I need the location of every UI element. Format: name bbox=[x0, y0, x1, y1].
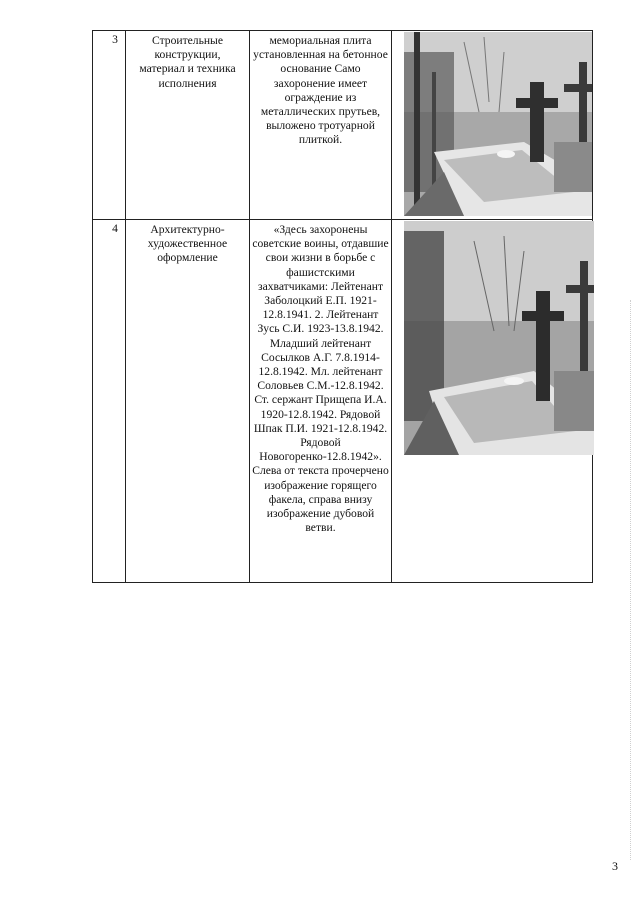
photo-cell bbox=[392, 220, 593, 583]
table-row bbox=[93, 220, 593, 583]
row-description: «Здесь захоронены советские воины, отдавшие свои жизни в борьбе с фашистскими захватчиками: Лейтенант Заболоцкий Е.П. 1921-12.8.1941. 2. Лейтенант Зусь С.И. 1923-13.8.1942. Младший лейтенант Сосылков А.Г. 7.8.1914-12.8.1942. Мл. лейтенант Соловьев С.М.-12.8.1942. Ст. сержант Прищепа И.А. 1920-12.8.1942. Рядовой Шпак П.И. 1921-12.8.1942. Рядовой Новогоренко-12.8.1942». Слева от текста прочерчено изображение горящего факела, справа внизу изображение дубовой ветви. bbox=[250, 220, 392, 583]
scan-edge-line bbox=[630, 300, 632, 860]
row-description: мемориальная плита установленная на бетонное основание Само захоронение имеет ограждение из металлических прутьев, выложено тротуарной плиткой. bbox=[250, 31, 392, 220]
row-number: 4 bbox=[93, 220, 126, 583]
photo-cell bbox=[392, 31, 593, 220]
row-heading: Строительные конструкции, материал и техника исполнения bbox=[126, 31, 250, 220]
memorial-photo bbox=[404, 221, 594, 455]
row-heading: Архитектурно-художественное оформление bbox=[126, 220, 250, 583]
monument-table bbox=[92, 30, 593, 583]
table-row bbox=[93, 31, 593, 220]
memorial-photo bbox=[404, 32, 592, 216]
page-number: 3 bbox=[612, 859, 618, 873]
row-number: 3 bbox=[93, 31, 126, 220]
